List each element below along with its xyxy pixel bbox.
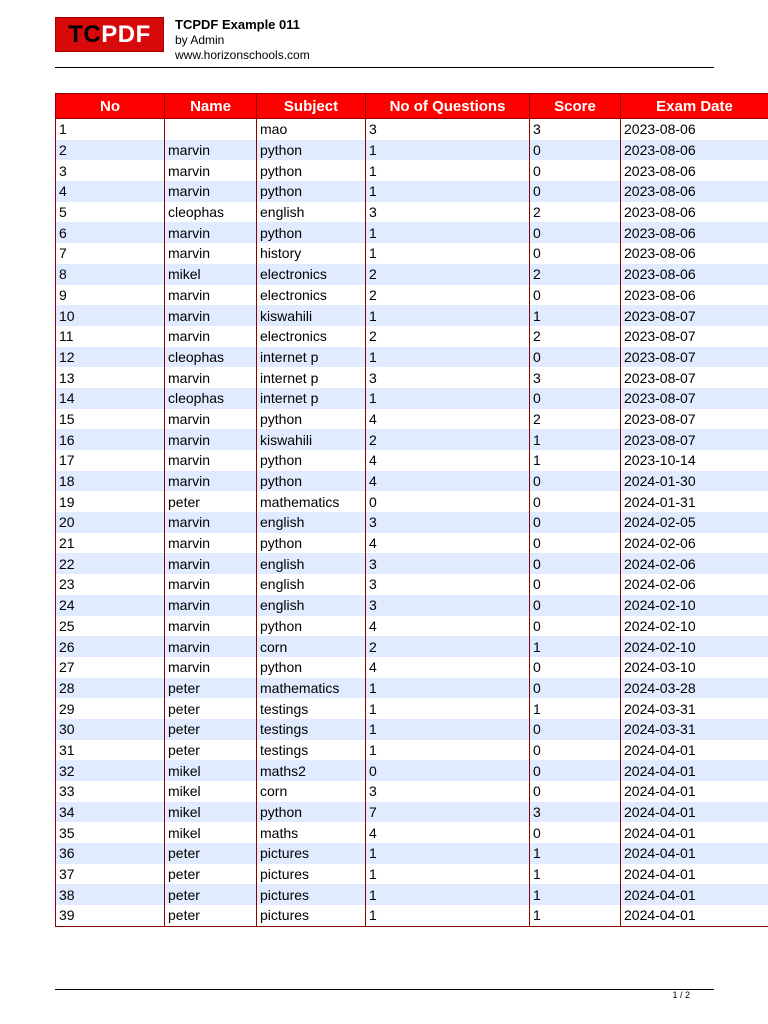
cell-subject: testings [257,740,366,761]
cell-score: 2 [530,202,621,223]
cell-name: marvin [165,409,257,430]
cell-exam-date: 2024-01-30 [621,471,768,492]
cell-questions: 3 [366,574,530,595]
table-row [56,719,768,740]
table-row [56,698,768,719]
cell-questions: 1 [366,160,530,181]
cell-subject: python [257,802,366,823]
cell-exam-date: 2023-08-06 [621,160,768,181]
cell-subject: pictures [257,864,366,885]
cell-questions: 1 [366,905,530,926]
cell-exam-date: 2023-08-07 [621,347,768,368]
table-row [56,616,768,637]
cell-questions: 4 [366,616,530,637]
cell-score: 1 [530,698,621,719]
cell-subject: pictures [257,905,366,926]
cell-questions: 3 [366,202,530,223]
cell-name: marvin [165,574,257,595]
cell-subject: python [257,409,366,430]
cell-no: 18 [56,471,165,492]
cell-score: 0 [530,160,621,181]
cell-no: 32 [56,760,165,781]
cell-questions: 3 [366,595,530,616]
document-title: TCPDF Example 011 [175,17,300,32]
cell-score: 1 [530,305,621,326]
cell-no: 4 [56,181,165,202]
cell-name: cleophas [165,202,257,223]
cell-subject: mao [257,119,366,140]
cell-subject: python [257,450,366,471]
table-row [56,822,768,843]
cell-subject: pictures [257,884,366,905]
table-row [56,160,768,181]
cell-score: 0 [530,719,621,740]
cell-no: 24 [56,595,165,616]
cell-name: marvin [165,326,257,347]
cell-questions: 2 [366,636,530,657]
cell-exam-date: 2024-04-01 [621,884,768,905]
table-row [56,512,768,533]
cell-no: 35 [56,822,165,843]
cell-subject: python [257,160,366,181]
cell-subject: testings [257,719,366,740]
cell-name: marvin [165,450,257,471]
cell-name: marvin [165,616,257,637]
cell-questions: 1 [366,222,530,243]
cell-score: 2 [530,326,621,347]
cell-no: 21 [56,533,165,554]
cell-no: 13 [56,367,165,388]
cell-no: 3 [56,160,165,181]
cell-questions: 1 [366,698,530,719]
table-row [56,222,768,243]
cell-questions: 1 [366,740,530,761]
cell-exam-date: 2023-08-06 [621,243,768,264]
cell-exam-date: 2023-10-14 [621,450,768,471]
cell-questions: 1 [366,181,530,202]
cell-score: 0 [530,285,621,306]
cell-questions: 4 [366,409,530,430]
document-author: by Admin [175,33,225,47]
table-row [56,285,768,306]
cell-score: 1 [530,905,621,926]
table-row [56,491,768,512]
cell-exam-date: 2024-03-31 [621,719,768,740]
cell-subject: mathematics [257,491,366,512]
cell-no: 12 [56,347,165,368]
cell-score: 0 [530,760,621,781]
cell-subject: english [257,512,366,533]
cell-name [165,119,257,140]
table-row [56,388,768,409]
cell-questions: 7 [366,802,530,823]
cell-name: mikel [165,760,257,781]
cell-exam-date: 2023-08-06 [621,140,768,161]
cell-name: marvin [165,243,257,264]
cell-no: 1 [56,119,165,140]
cell-exam-date: 2024-02-06 [621,533,768,554]
cell-name: marvin [165,305,257,326]
cell-no: 31 [56,740,165,761]
cell-exam-date: 2024-03-10 [621,657,768,678]
cell-name: mikel [165,781,257,802]
cell-subject: kiswahili [257,429,366,450]
cell-score: 0 [530,822,621,843]
cell-exam-date: 2024-02-10 [621,616,768,637]
cell-questions: 1 [366,864,530,885]
cell-score: 0 [530,553,621,574]
cell-subject: internet p [257,347,366,368]
cell-exam-date: 2024-02-10 [621,595,768,616]
cell-no: 6 [56,222,165,243]
cell-score: 1 [530,843,621,864]
cell-no: 27 [56,657,165,678]
table-row [56,450,768,471]
cell-score: 0 [530,533,621,554]
cell-score: 1 [530,450,621,471]
cell-score: 0 [530,616,621,637]
cell-questions: 0 [366,760,530,781]
cell-exam-date: 2023-08-07 [621,367,768,388]
cell-score: 3 [530,802,621,823]
cell-no: 23 [56,574,165,595]
cell-subject: python [257,181,366,202]
cell-name: peter [165,719,257,740]
table-row [56,409,768,430]
cell-name: marvin [165,636,257,657]
cell-name: peter [165,678,257,699]
cell-exam-date: 2023-08-07 [621,429,768,450]
table-row [56,595,768,616]
cell-subject: english [257,574,366,595]
cell-exam-date: 2023-08-06 [621,264,768,285]
cell-name: marvin [165,533,257,554]
table-header-row [56,94,768,119]
table-row [56,429,768,450]
cell-exam-date: 2023-08-06 [621,222,768,243]
cell-score: 0 [530,388,621,409]
cell-subject: python [257,471,366,492]
cell-no: 19 [56,491,165,512]
cell-subject: english [257,595,366,616]
cell-no: 11 [56,326,165,347]
table-row [56,140,768,161]
cell-score: 0 [530,181,621,202]
cell-exam-date: 2024-02-06 [621,553,768,574]
column-header-name: Name [165,94,257,119]
cell-name: mikel [165,822,257,843]
table-row [56,657,768,678]
cell-exam-date: 2023-08-06 [621,202,768,223]
table-row [56,678,768,699]
cell-no: 26 [56,636,165,657]
table-row [56,347,768,368]
cell-name: peter [165,491,257,512]
cell-questions: 2 [366,326,530,347]
cell-no: 9 [56,285,165,306]
tcpdf-logo [55,17,164,52]
cell-exam-date: 2024-01-31 [621,491,768,512]
cell-questions: 2 [366,429,530,450]
cell-subject: internet p [257,367,366,388]
cell-questions: 4 [366,450,530,471]
cell-name: marvin [165,657,257,678]
table-row [56,119,768,140]
cell-score: 0 [530,243,621,264]
cell-name: marvin [165,140,257,161]
cell-no: 38 [56,884,165,905]
cell-score: 0 [530,595,621,616]
cell-subject: python [257,533,366,554]
cell-exam-date: 2023-08-07 [621,409,768,430]
cell-no: 7 [56,243,165,264]
cell-subject: corn [257,781,366,802]
cell-subject: mathematics [257,678,366,699]
page-header [175,17,310,63]
cell-name: marvin [165,471,257,492]
cell-questions: 1 [366,243,530,264]
cell-score: 1 [530,864,621,885]
table-row [56,471,768,492]
cell-no: 15 [56,409,165,430]
cell-subject: electronics [257,285,366,306]
cell-exam-date: 2023-08-06 [621,181,768,202]
cell-score: 0 [530,781,621,802]
cell-subject: testings [257,698,366,719]
cell-name: mikel [165,264,257,285]
table-row [56,326,768,347]
cell-score: 1 [530,636,621,657]
table-body [56,119,768,927]
cell-score: 3 [530,367,621,388]
cell-subject: python [257,140,366,161]
cell-no: 25 [56,616,165,637]
cell-subject: electronics [257,264,366,285]
table-row [56,905,768,926]
cell-exam-date: 2023-08-07 [621,305,768,326]
table-row [56,533,768,554]
cell-score: 3 [530,119,621,140]
cell-name: peter [165,698,257,719]
cell-exam-date: 2023-08-06 [621,285,768,306]
cell-name: peter [165,843,257,864]
cell-score: 0 [530,471,621,492]
logo-text-tc: TC [68,20,102,48]
cell-exam-date: 2024-04-01 [621,905,768,926]
table-row [56,843,768,864]
cell-questions: 3 [366,512,530,533]
column-header-no: No [56,94,165,119]
cell-no: 36 [56,843,165,864]
logo-text-pdf: PDF [101,20,151,48]
table-row [56,574,768,595]
table-row [56,202,768,223]
cell-no: 20 [56,512,165,533]
cell-score: 0 [530,574,621,595]
cell-exam-date: 2023-08-07 [621,388,768,409]
cell-name: cleophas [165,347,257,368]
cell-exam-date: 2024-02-06 [621,574,768,595]
cell-name: cleophas [165,388,257,409]
cell-subject: python [257,616,366,637]
table-row [56,367,768,388]
cell-name: marvin [165,222,257,243]
footer-divider [55,989,714,990]
table-row [56,243,768,264]
cell-no: 22 [56,553,165,574]
cell-questions: 4 [366,471,530,492]
cell-questions: 1 [366,305,530,326]
table-row [56,181,768,202]
cell-exam-date: 2024-04-01 [621,843,768,864]
cell-name: marvin [165,160,257,181]
cell-questions: 3 [366,119,530,140]
cell-questions: 1 [366,347,530,368]
cell-no: 8 [56,264,165,285]
table-row [56,636,768,657]
cell-exam-date: 2024-02-10 [621,636,768,657]
cell-name: marvin [165,595,257,616]
cell-score: 0 [530,657,621,678]
cell-questions: 1 [366,884,530,905]
cell-questions: 1 [366,678,530,699]
cell-no: 29 [56,698,165,719]
cell-subject: pictures [257,843,366,864]
cell-score: 1 [530,884,621,905]
table-row [56,781,768,802]
table-row [56,884,768,905]
table-row [56,553,768,574]
cell-score: 2 [530,264,621,285]
cell-score: 1 [530,429,621,450]
cell-name: mikel [165,802,257,823]
cell-questions: 2 [366,264,530,285]
cell-questions: 0 [366,491,530,512]
cell-exam-date: 2024-02-05 [621,512,768,533]
cell-no: 34 [56,802,165,823]
cell-name: marvin [165,367,257,388]
cell-exam-date: 2024-04-01 [621,822,768,843]
cell-name: peter [165,740,257,761]
cell-no: 39 [56,905,165,926]
cell-questions: 4 [366,822,530,843]
cell-subject: corn [257,636,366,657]
table-row [56,740,768,761]
cell-score: 0 [530,222,621,243]
cell-questions: 2 [366,285,530,306]
cell-no: 2 [56,140,165,161]
cell-questions: 1 [366,140,530,161]
cell-no: 5 [56,202,165,223]
cell-no: 28 [56,678,165,699]
cell-name: marvin [165,429,257,450]
cell-subject: english [257,202,366,223]
cell-exam-date: 2024-03-31 [621,698,768,719]
cell-score: 0 [530,678,621,699]
page-number: 1 / 2 [672,990,690,1000]
column-header-exam-date: Exam Date [621,94,768,119]
cell-exam-date: 2024-04-01 [621,760,768,781]
cell-score: 0 [530,347,621,368]
cell-score: 0 [530,740,621,761]
cell-no: 16 [56,429,165,450]
cell-subject: kiswahili [257,305,366,326]
column-header-subject: Subject [257,94,366,119]
cell-questions: 4 [366,533,530,554]
cell-subject: python [257,657,366,678]
cell-questions: 1 [366,388,530,409]
table-row [56,760,768,781]
cell-subject: electronics [257,326,366,347]
cell-exam-date: 2024-03-28 [621,678,768,699]
cell-questions: 3 [366,553,530,574]
cell-subject: python [257,222,366,243]
cell-no: 17 [56,450,165,471]
cell-questions: 4 [366,657,530,678]
table-row [56,802,768,823]
cell-score: 0 [530,140,621,161]
cell-exam-date: 2024-04-01 [621,864,768,885]
cell-subject: maths2 [257,760,366,781]
cell-questions: 3 [366,367,530,388]
cell-no: 37 [56,864,165,885]
cell-exam-date: 2024-04-01 [621,802,768,823]
table-row [56,264,768,285]
cell-subject: history [257,243,366,264]
cell-exam-date: 2024-04-01 [621,781,768,802]
cell-name: peter [165,864,257,885]
cell-name: peter [165,884,257,905]
cell-questions: 1 [366,843,530,864]
cell-name: peter [165,905,257,926]
cell-questions: 3 [366,781,530,802]
cell-exam-date: 2023-08-07 [621,326,768,347]
cell-subject: maths [257,822,366,843]
document-website: www.horizonschools.com [175,48,310,62]
cell-no: 14 [56,388,165,409]
cell-name: marvin [165,181,257,202]
cell-no: 10 [56,305,165,326]
table-row [56,305,768,326]
cell-exam-date: 2023-08-06 [621,119,768,140]
cell-score: 2 [530,409,621,430]
table-row [56,864,768,885]
cell-no: 30 [56,719,165,740]
exam-results-table [55,93,768,927]
cell-score: 0 [530,491,621,512]
cell-name: marvin [165,285,257,306]
cell-score: 0 [530,512,621,533]
cell-no: 33 [56,781,165,802]
cell-name: marvin [165,553,257,574]
cell-name: marvin [165,512,257,533]
header-divider [55,67,714,68]
cell-subject: internet p [257,388,366,409]
column-header-questions: No of Questions [366,94,530,119]
cell-questions: 1 [366,719,530,740]
cell-exam-date: 2024-04-01 [621,740,768,761]
column-header-score: Score [530,94,621,119]
cell-subject: english [257,553,366,574]
